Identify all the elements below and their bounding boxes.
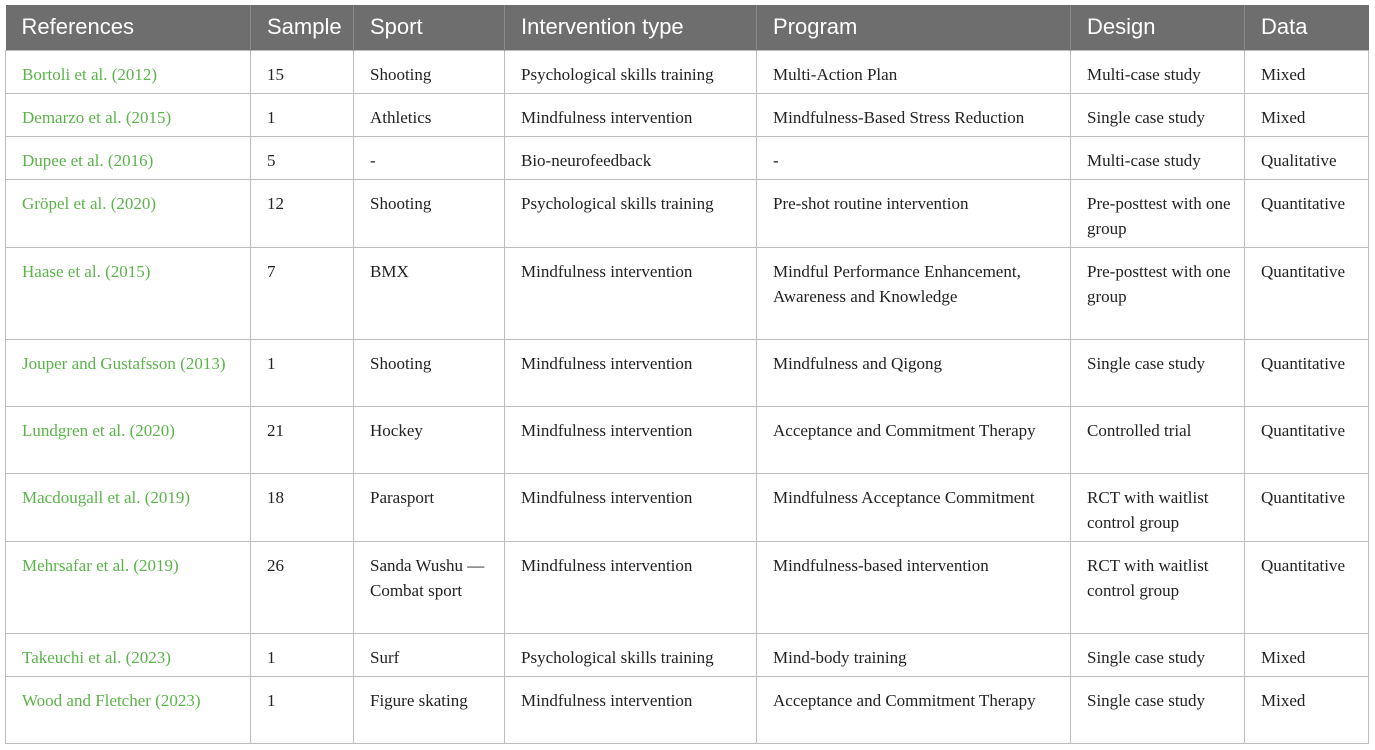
table-row: [6, 179, 1369, 247]
table-row: [6, 541, 1369, 633]
design-cell: Pre-posttest with one group: [1071, 247, 1245, 339]
sample-cell: 12: [251, 179, 354, 247]
intervention-cell: Psychological skills training: [505, 50, 757, 93]
program-cell: Pre-shot routine intervention: [757, 179, 1071, 247]
program-cell: Mindfulness Acceptance Commitment: [757, 473, 1071, 541]
data-cell: Quantitative: [1245, 179, 1369, 247]
design-cell: Single case study: [1071, 93, 1245, 136]
reference-link[interactable]: Dupee et al. (2016): [6, 136, 251, 179]
sample-cell: 21: [251, 406, 354, 473]
sample-cell: 5: [251, 136, 354, 179]
reference-link[interactable]: Macdougall et al. (2019): [6, 473, 251, 541]
header-sample: Sample: [251, 5, 354, 50]
design-cell: Controlled trial: [1071, 406, 1245, 473]
header-sport: Sport: [354, 5, 505, 50]
intervention-cell: Mindfulness intervention: [505, 676, 757, 743]
table-row: [6, 93, 1369, 136]
intervention-cell: Psychological skills training: [505, 633, 757, 676]
data-cell: Mixed: [1245, 50, 1369, 93]
table-row: [6, 473, 1369, 541]
sample-cell: 26: [251, 541, 354, 633]
header-intervention-type: Intervention type: [505, 5, 757, 50]
reference-link[interactable]: Haase et al. (2015): [6, 247, 251, 339]
sport-cell: Shooting: [354, 50, 505, 93]
studies-table-container: [5, 5, 1368, 744]
design-cell: Multi-case study: [1071, 136, 1245, 179]
design-cell: Single case study: [1071, 339, 1245, 406]
header-design: Design: [1071, 5, 1245, 50]
sample-cell: 7: [251, 247, 354, 339]
sport-cell: Surf: [354, 633, 505, 676]
design-cell: Pre-posttest with one group: [1071, 179, 1245, 247]
intervention-cell: Mindfulness intervention: [505, 541, 757, 633]
sample-cell: 1: [251, 633, 354, 676]
program-cell: Acceptance and Commitment Therapy: [757, 406, 1071, 473]
reference-link[interactable]: Lundgren et al. (2020): [6, 406, 251, 473]
intervention-cell: Mindfulness intervention: [505, 406, 757, 473]
program-cell: Mindful Performance Enhancement, Awareness and Knowledge: [757, 247, 1071, 339]
table-row: [6, 50, 1369, 93]
sample-cell: 15: [251, 50, 354, 93]
intervention-cell: Mindfulness intervention: [505, 93, 757, 136]
sport-cell: Hockey: [354, 406, 505, 473]
table-row: [6, 633, 1369, 676]
data-cell: Qualitative: [1245, 136, 1369, 179]
data-cell: Quantitative: [1245, 247, 1369, 339]
design-cell: Single case study: [1071, 676, 1245, 743]
reference-link[interactable]: Bortoli et al. (2012): [6, 50, 251, 93]
table-row: [6, 247, 1369, 339]
data-cell: Quantitative: [1245, 473, 1369, 541]
reference-link[interactable]: Takeuchi et al. (2023): [6, 633, 251, 676]
sample-cell: 1: [251, 676, 354, 743]
reference-link[interactable]: Wood and Fletcher (2023): [6, 676, 251, 743]
data-cell: Quantitative: [1245, 406, 1369, 473]
intervention-cell: Mindfulness intervention: [505, 247, 757, 339]
intervention-cell: Bio-neurofeedback: [505, 136, 757, 179]
studies-table: [5, 5, 1369, 744]
sport-cell: BMX: [354, 247, 505, 339]
sport-cell: Shooting: [354, 339, 505, 406]
sport-cell: Parasport: [354, 473, 505, 541]
data-cell: Quantitative: [1245, 339, 1369, 406]
reference-link[interactable]: Jouper and Gustafsson (2013): [6, 339, 251, 406]
header-program: Program: [757, 5, 1071, 50]
sport-cell: Sanda Wushu —Combat sport: [354, 541, 505, 633]
sport-cell: -: [354, 136, 505, 179]
program-cell: Mindfulness and Qigong: [757, 339, 1071, 406]
table-row: [6, 136, 1369, 179]
data-cell: Mixed: [1245, 676, 1369, 743]
intervention-cell: Mindfulness intervention: [505, 339, 757, 406]
program-cell: Multi-Action Plan: [757, 50, 1071, 93]
sample-cell: 18: [251, 473, 354, 541]
data-cell: Mixed: [1245, 633, 1369, 676]
header-data: Data: [1245, 5, 1369, 50]
design-cell: Single case study: [1071, 633, 1245, 676]
design-cell: Multi-case study: [1071, 50, 1245, 93]
reference-link[interactable]: Gröpel et al. (2020): [6, 179, 251, 247]
table-row: [6, 676, 1369, 743]
intervention-cell: Mindfulness intervention: [505, 473, 757, 541]
program-cell: -: [757, 136, 1071, 179]
table-row: [6, 406, 1369, 473]
program-cell: Acceptance and Commitment Therapy: [757, 676, 1071, 743]
reference-link[interactable]: Mehrsafar et al. (2019): [6, 541, 251, 633]
header-references: References: [6, 5, 251, 50]
sport-cell: Shooting: [354, 179, 505, 247]
table-row: [6, 339, 1369, 406]
sample-cell: 1: [251, 339, 354, 406]
design-cell: RCT with waitlist control group: [1071, 473, 1245, 541]
sport-cell: Figure skating: [354, 676, 505, 743]
program-cell: Mind-body training: [757, 633, 1071, 676]
program-cell: Mindfulness-based intervention: [757, 541, 1071, 633]
design-cell: RCT with waitlist control group: [1071, 541, 1245, 633]
program-cell: Mindfulness-Based Stress Reduction: [757, 93, 1071, 136]
intervention-cell: Psychological skills training: [505, 179, 757, 247]
table-header-row: [6, 5, 1369, 50]
reference-link[interactable]: Demarzo et al. (2015): [6, 93, 251, 136]
data-cell: Quantitative: [1245, 541, 1369, 633]
data-cell: Mixed: [1245, 93, 1369, 136]
sport-cell: Athletics: [354, 93, 505, 136]
sample-cell: 1: [251, 93, 354, 136]
